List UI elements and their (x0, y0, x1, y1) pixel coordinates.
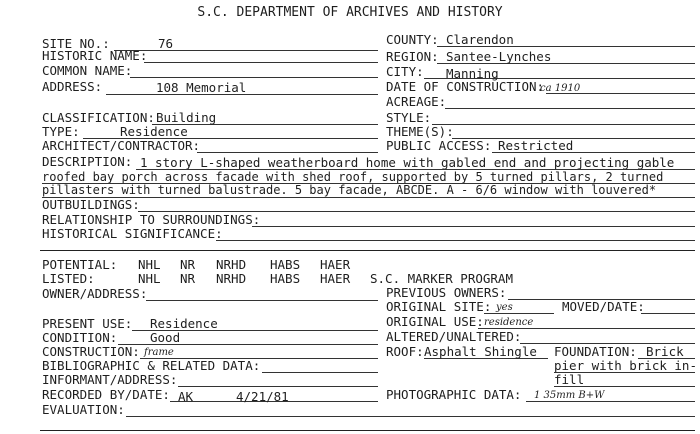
architect-label: ARCHITECT/CONTRACTOR: (42, 138, 201, 153)
bibliographic-label: BIBLIOGRAPHIC & RELATED DATA: (42, 358, 261, 373)
original-site-label: ORIGINAL SITE: (386, 299, 492, 314)
recorded-date-value: 4/21/81 (236, 389, 289, 404)
foundation-value-1: Brick (646, 344, 684, 359)
evaluation-label: EVALUATION: (42, 402, 125, 417)
original-site-line (484, 313, 554, 314)
site-no-line (114, 50, 378, 51)
sc-marker-program: S.C. MARKER PROGRAM (370, 271, 513, 286)
county-label: COUNTY: (386, 32, 439, 47)
historic-name-label: HISTORIC NAME: (42, 48, 148, 63)
type-label: TYPE: (42, 124, 80, 139)
historical-significance-label: HISTORICAL SIGNIFICANCE: (42, 226, 223, 241)
region-value: Santee-Lynches (446, 49, 552, 64)
relationship-label: RELATIONSHIP TO SURROUNDINGS: (42, 212, 261, 227)
description-underline-3 (42, 197, 695, 198)
condition-label: CONDITION: (42, 330, 118, 345)
form-title: S.C. DEPARTMENT OF ARCHIVES AND HISTORY (197, 5, 503, 20)
type-value: Residence (120, 124, 188, 139)
foundation-value-2: pier with brick in- (554, 358, 697, 373)
recorded-by-label: RECORDED BY/DATE: (42, 387, 170, 402)
county-value: Clarendon (446, 32, 514, 47)
acreage-line (445, 108, 695, 109)
listed-haer: HAER (320, 271, 351, 286)
foundation-line-3 (554, 386, 695, 387)
listed-nrhd: NRHD (216, 271, 247, 286)
section-divider-bottom (40, 430, 695, 431)
city-label: CITY: (386, 64, 424, 79)
moved-date-line (641, 313, 695, 314)
historical-significance-line (216, 240, 695, 241)
roof-value: Asphalt Shingle (424, 344, 537, 359)
common-name-line (130, 77, 378, 78)
foundation-value-3: fill (554, 372, 585, 387)
classification-label: CLASSIFICATION: (42, 110, 155, 125)
potential-label: POTENTIAL: (42, 257, 118, 272)
style-label: STYLE: (386, 110, 432, 125)
architect-line (197, 152, 378, 153)
owner-address-label: OWNER/ADDRESS: (42, 286, 148, 301)
style-line (432, 124, 695, 125)
altered-label: ALTERED/UNALTERED: (386, 329, 522, 344)
potential-haer: HAER (320, 257, 351, 272)
site-no-label: SITE NO.: (42, 36, 110, 51)
site-no-value: 76 (158, 36, 174, 51)
description-label: DESCRIPTION: (42, 154, 133, 169)
recorded-by-value: AK (178, 389, 194, 404)
potential-nr: NR (180, 257, 196, 272)
relationship-line (252, 226, 695, 227)
present-use-value: Residence (150, 316, 218, 331)
description-line-3: pillasters with turned balustrade. 5 bay facade, ABCDE. A - 6/6 window with louvered* (42, 183, 657, 197)
common-name-label: COMMON NAME: (42, 63, 133, 78)
roof-label: ROOF: (386, 344, 424, 359)
present-use-label: PRESENT USE: (42, 316, 133, 331)
classification-value: Building (156, 110, 217, 125)
listed-nr: NR (180, 271, 196, 286)
condition-value: Good (150, 330, 181, 345)
informant-line (178, 386, 378, 387)
listed-habs: HABS (270, 271, 301, 286)
address-label: ADDRESS: (42, 79, 103, 94)
moved-date-label: MOVED/DATE: (562, 299, 645, 314)
potential-nhl: NHL (138, 257, 161, 272)
description-line-2: roofed bay porch across facade with shed roof, supported by 5 turned pillars, 2 turned (42, 170, 664, 184)
listed-label: LISTED: (42, 271, 95, 286)
evaluation-line (126, 416, 695, 417)
date-of-construction-value: ca 1910 (540, 83, 581, 94)
foundation-label: FOUNDATION: (554, 344, 637, 359)
region-label: REGION: (386, 49, 439, 64)
bibliographic-line (262, 372, 378, 373)
themes-label: THEME(S): (386, 124, 454, 139)
listed-nhl: NHL (138, 271, 161, 286)
address-value: 108 Memorial (156, 80, 247, 95)
photographic-data-label: PHOTOGRAPHIC DATA: (386, 387, 522, 402)
original-use-value: residence (484, 317, 534, 328)
description-line-1: 1 story L-shaped weatherboard home with gabled end and projecting gable (140, 155, 675, 170)
construction-label: CONSTRUCTION: (42, 344, 140, 359)
acreage-label: ACREAGE: (386, 94, 447, 109)
date-of-construction-label: DATE OF CONSTRUCTION: (386, 79, 545, 94)
original-use-label: ORIGINAL USE: (386, 314, 484, 329)
city-value: Manning (446, 66, 499, 81)
section-divider-1 (40, 250, 695, 251)
potential-nrhd: NRHD (216, 257, 247, 272)
original-site-value: yes (496, 302, 513, 313)
public-access-value: Restricted (498, 138, 574, 153)
public-access-label: PUBLIC ACCESS: (386, 138, 492, 153)
previous-owners-label: PREVIOUS OWNERS: (386, 285, 507, 300)
owner-address-line (146, 300, 378, 301)
historic-name-line (144, 62, 378, 63)
photographic-data-value: 1 35mm B+W (534, 390, 605, 401)
potential-habs: HABS (270, 257, 301, 272)
construction-value: frame (144, 347, 174, 358)
outbuildings-label: OUTBUILDINGS: (42, 197, 140, 212)
informant-label: INFORMANT/ADDRESS: (42, 372, 178, 387)
